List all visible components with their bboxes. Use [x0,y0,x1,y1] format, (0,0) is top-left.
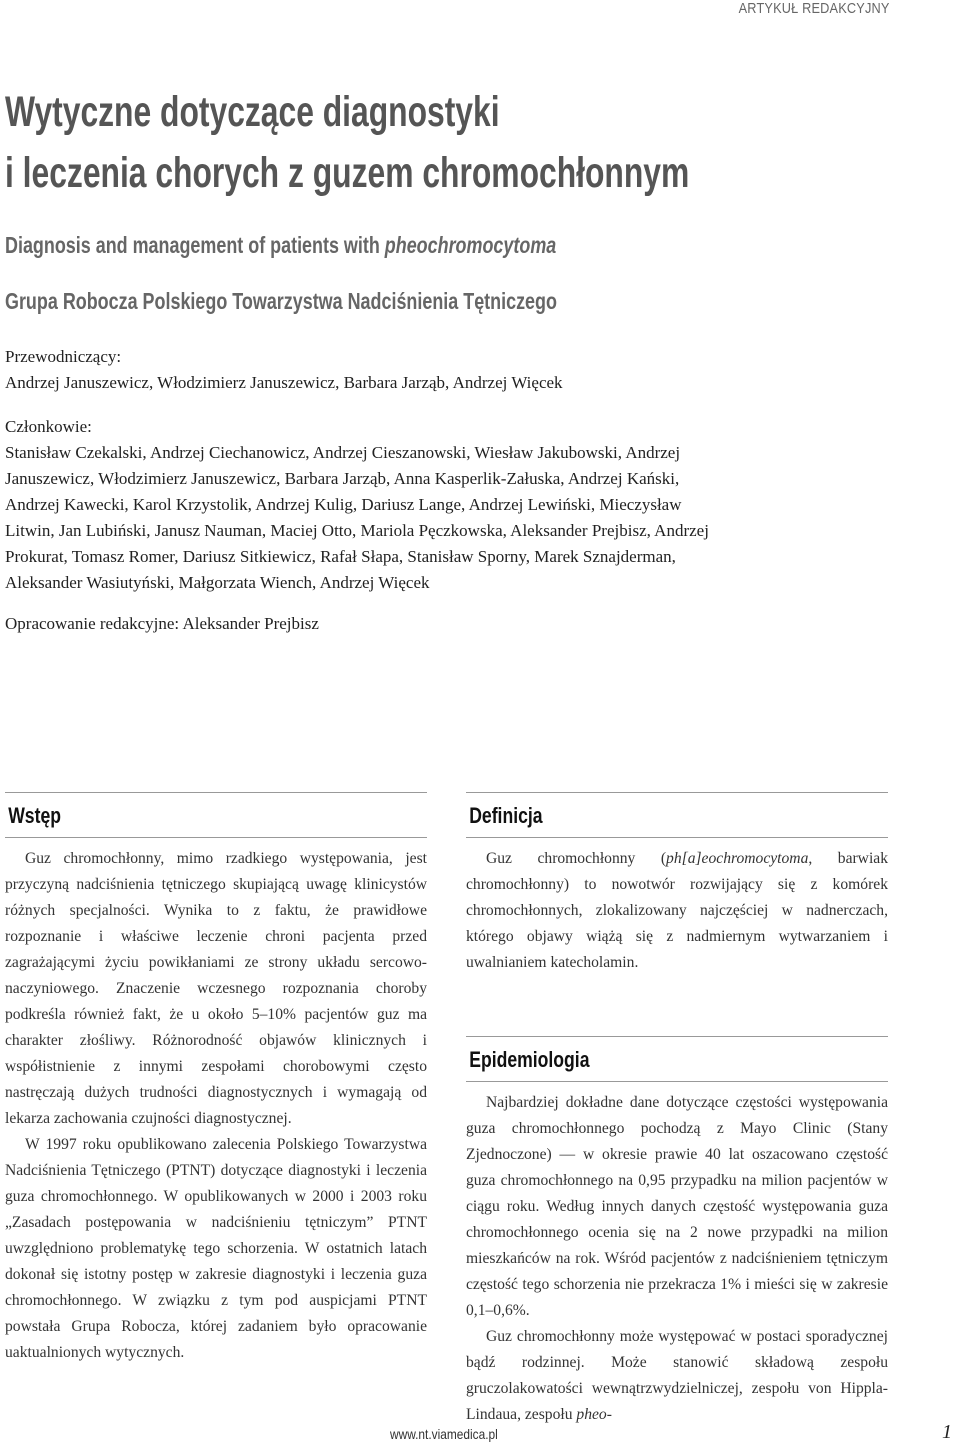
section-heading-epidemiology: Epidemiologia [469,1047,590,1072]
title-line-2: i leczenia chorych z guzem chromochłonnym [5,149,690,197]
title-line-1: Wytyczne dotyczące diagnostyki [5,88,500,136]
footer-url[interactable]: www.nt.viamedica.pl [390,1426,498,1442]
section-rule [5,792,427,793]
members-line: Andrzej Kawecki, Karol Krzystolik, Andrzej Kulig, Dariusz Lange, Andrzej Lewiński, Mieczysław [5,495,682,514]
left-column [5,792,427,1366]
members-line: Litwin, Jan Lubiński, Janusz Nauman, Maciej Otto, Mariola Pęczkowska, Aleksander Prejbisz, Andrzej [5,521,709,540]
intro-paragraph-1: Guz chromochłonny, mimo rzadkiego występowania, jest przyczyną nadciśnienia tętniczego skupiającą uwagę klinicystów różnych specjalności. Wynika to z faktu, że prawidłowe rozpoznanie i właściwe leczenie chroni pacjenta przed zagrażającymi życiu powikłaniami ze strony układu sercowo-naczyniowego. Znaczenie wczesnego rozpoznania choroby podkreśla również fakt, że u około 5–10% pacjentów guz ma charakter złośliwy. Różnorodność objawów klinicznych i współistnienie z innymi zespołami chorobowymi często nastręczają dużych trudności diagnostycznych i wymagają od lekarza zachowania czujności diagnostycznej. [5,850,427,1127]
members-line: Januszewicz, Włodzimierz Januszewicz, Barbara Jarząb, Anna Kasperlik-Załuska, Andrzej Kański, [5,469,680,488]
definition-text-b: , barwiak chromochłonny) to nowotwór rozwijający się z komórek chromochłonnych, zlokalizowany najczęściej w nadnerczach, którego objawy wiążą się z nadmiernym wytwarzaniem i uwalnianiem katecholamin. [466,850,888,971]
section-rule [466,837,888,838]
section-heading-intro: Wstęp [8,803,61,828]
section-rule [5,837,427,838]
article-subtitle [5,232,556,259]
members-label: Członkowie: [5,417,92,436]
definition-italic: ph[a]eochromocytoma [666,850,809,867]
epidemiology-italic: pheo- [576,1406,612,1423]
section-rule [466,1036,888,1037]
epidemiology-section [466,1036,888,1428]
epidemiology-paragraph-2 [466,1324,888,1428]
section-rule [466,1081,888,1082]
members-line: Aleksander Wasiutyński, Małgorzata Wiench, Andrzej Więcek [5,573,430,592]
section-heading-definition: Definicja [469,803,543,828]
epidemiology-text: Guz chromochłonny może występować w postaci sporadycznej bądź rodzinnej. Może stanowić składową zespołu gruczolakowatości wewnątrzwydzielniczej, zespołu von Hippla-Lindaua, zespołu [466,1328,888,1423]
members-line: Stanisław Czekalski, Andrzej Ciechanowicz, Andrzej Cieszanowski, Wiesław Jakubowski, Andrzej [5,443,681,462]
subtitle-text: Diagnosis and management of patients with [5,232,385,258]
section-rule [466,792,888,793]
definition-paragraph [466,846,888,976]
page-number: 1 [942,1421,952,1443]
members-block [5,414,905,596]
editor-credit: Opracowanie redakcyjne: Aleksander Prejbisz [5,614,319,633]
right-column [466,792,888,1428]
intro-paragraph-2: W 1997 roku opublikowano zalecenia Polskiego Towarzystwa Nadciśnienia Tętniczego (PTNT) dotyczące diagnostyki i leczenia guza chromochłonnego. W opublikowanych w 2000 i 2003 roku „Zasadach postępowania w nadciśnieniu tętniczym” PTNT uwzględniono problematykę tego schorzenia. W ostatnich latach dokonał się istotny postęp w zakresie diagnostyki i leczenia guza chromochłonnego. W związku z tym pod auspicjami PTNT powstała Grupa Robocza, której zadaniem było opracowanie uaktualnionych wytycznych. [5,1136,427,1361]
epidemiology-paragraph-1: Najbardziej dokładne dane dotyczące częstości występowania guza chromochłonnego pochodzą z Mayo Clinic (Stany Zjednoczone) — w okresie prawie 40 lat oszacowano częstość guza chromochłonnego na 0,95 przypadku na milion pacjentów w ciągu roku. Według innych danych częstość występowania guza chromochłonnego ocenia się na 2 nowe przypadki na milion mieszkańców na rok. Wśród pacjentów z nadciśnieniem tętniczym częstość tego schorzenia nie przekracza 1% i mieści się w zakresie 0,1–0,6%. [466,1094,888,1319]
definition-text-a: Guz chromochłonny ( [486,850,667,867]
section-label: ARTYKUŁ REDAKCYJNY [739,0,890,17]
working-group: Grupa Robocza Polskiego Towarzystwa Nadciśnienia Tętniczego [5,288,557,314]
chairs-names: Andrzej Januszewicz, Włodzimierz Januszewicz, Barbara Jarząb, Andrzej Więcek [5,373,563,392]
subtitle-italic: pheochromocytoma [384,232,557,258]
chairs-label: Przewodniczący: [5,347,122,366]
chairs-block [5,344,905,396]
article-title [5,82,689,204]
members-line: Prokurat, Tomasz Romer, Dariusz Sitkiewicz, Rafał Słapa, Stanisław Sporny, Marek Sznajderman, [5,547,676,566]
